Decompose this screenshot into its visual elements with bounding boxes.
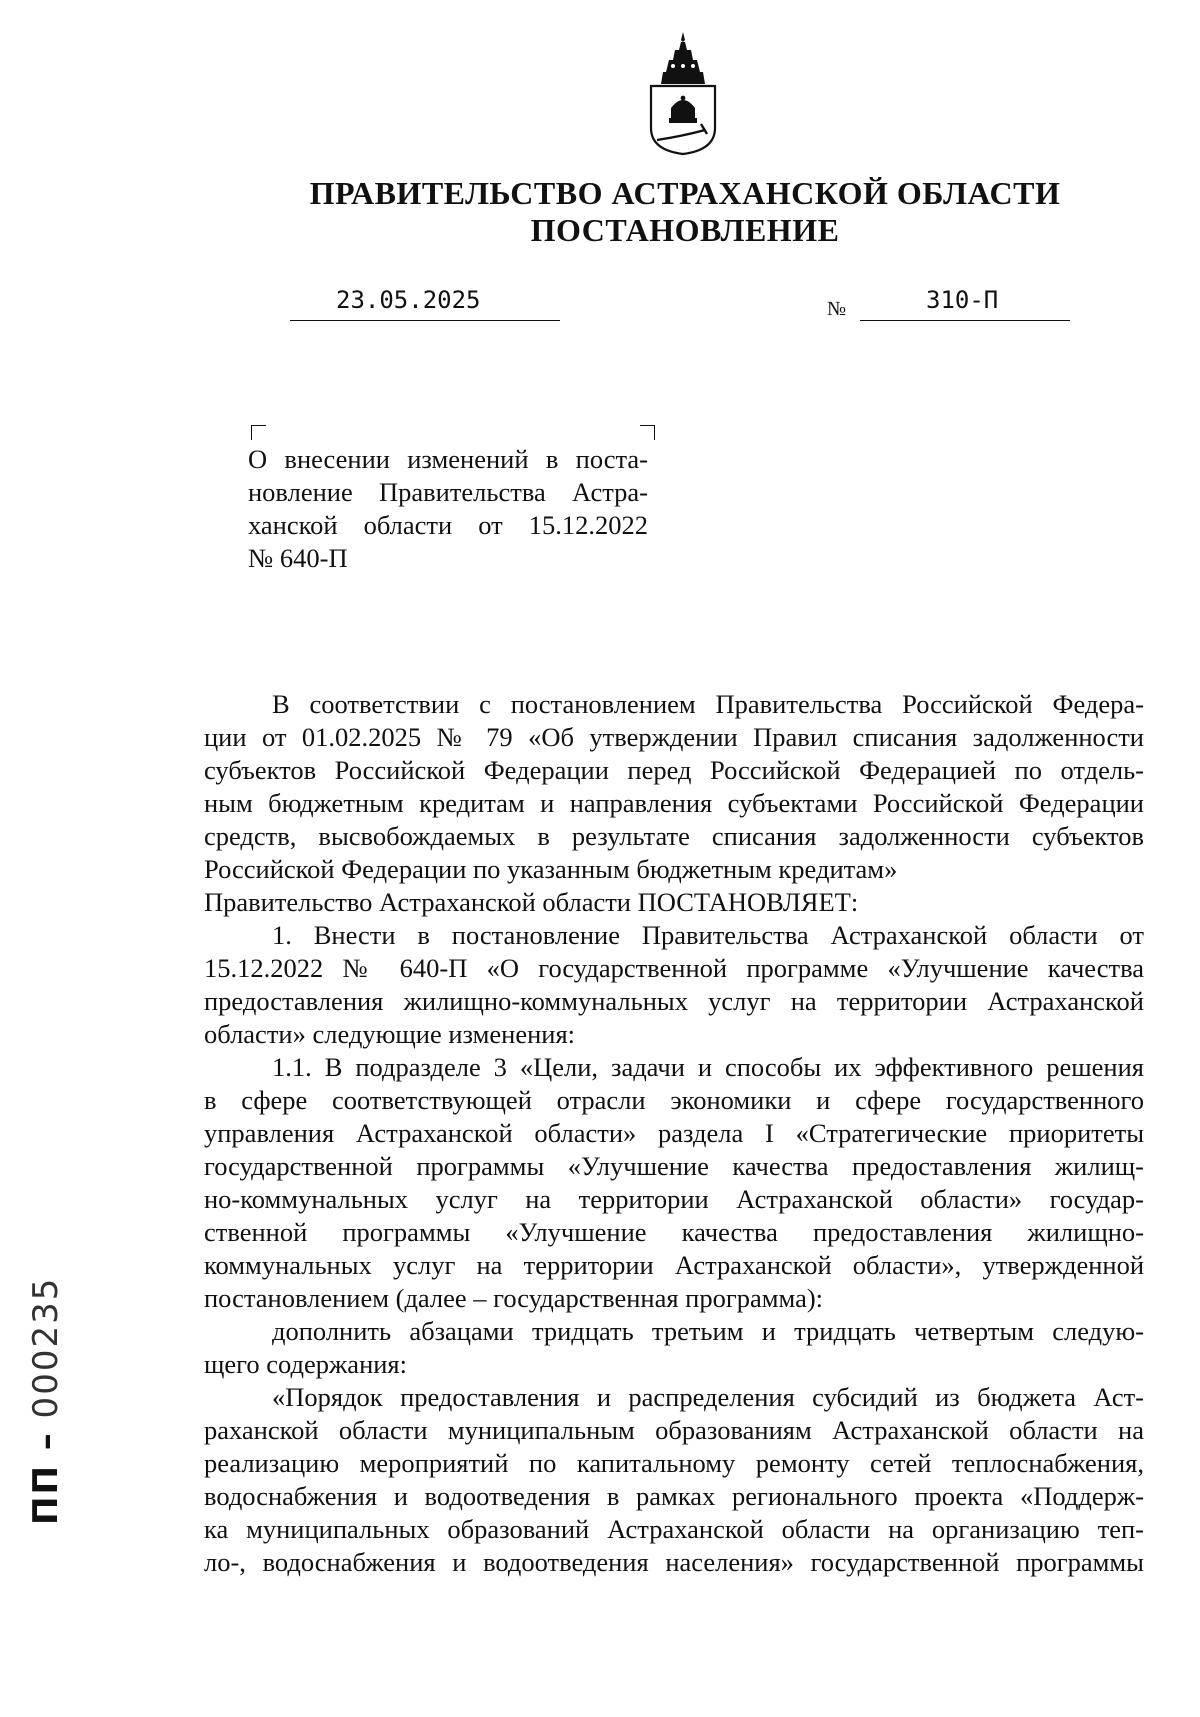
body-line: «Порядок предоставления и распределения субсидий из бюджета Аст- xyxy=(272,1382,1144,1412)
body-line: водоснабжения и водоотведения в рамках регионального проекта «Поддерж- xyxy=(204,1481,1144,1511)
document-subject xyxy=(248,443,648,575)
subject-line: О внесении изменений в поста- xyxy=(248,444,648,474)
body-line: субъектов Российской Федерации перед Российской Федерацией по отдель- xyxy=(204,755,1144,785)
document-number-field xyxy=(860,286,1070,321)
document-date-field xyxy=(290,286,560,321)
registration-code-digits: 000235 xyxy=(26,1276,66,1419)
body-line: раханской области муниципальным образованиям Астраханской области на xyxy=(204,1415,1144,1445)
body-line: в сфере соответствующей отрасли экономики и сфере государственного xyxy=(204,1085,1144,1115)
document-number: 310-П xyxy=(926,286,999,314)
body-line: предоставления жилищно-коммунальных услуг на территории Астраханской xyxy=(204,986,1144,1016)
body-line: В соответствии с постановлением Правительства Российской Федера- xyxy=(272,689,1144,719)
body-line: ции от 01.02.2025 № 79 «Об утверждении Правил списания задолженности xyxy=(204,722,1144,752)
body-line: управления Астраханской области» раздела I «Стратегические приоритеты xyxy=(204,1118,1144,1148)
body-line: ка муниципальных образований Астраханской области на организацию теп- xyxy=(204,1514,1144,1544)
subject-bracket-left xyxy=(251,425,266,440)
body-line: Российской Федерации по указанным бюджетным кредитам» xyxy=(204,854,898,884)
document-type-title: ПОСТАНОВЛЕНИЕ xyxy=(530,212,840,248)
body-line: коммунальных услуг на территории Астраханской области», утвержденной xyxy=(204,1250,1144,1280)
body-line: дополнить абзацами тридцать третьим и тридцать четвертым следую- xyxy=(272,1316,1144,1346)
subject-bracket-right xyxy=(640,425,655,440)
body-line: но-коммунальных услуг на территории Астраханской области» государ- xyxy=(204,1184,1144,1214)
subject-line: № 640-П xyxy=(248,543,348,573)
number-sign: № xyxy=(827,298,847,320)
body-line: государственной программы «Улучшение качества предоставления жилищ- xyxy=(204,1151,1144,1181)
body-line: ло-, водоснабжения и водоотведения населения» государственной программы xyxy=(204,1547,1144,1577)
body-line: средств, высвобождаемых в результате списания задолженности субъектов xyxy=(204,821,1144,851)
document-body xyxy=(204,688,1144,1579)
subject-line: новление Правительства Астра- xyxy=(248,477,648,507)
body-line: 15.12.2022 № 640-П «О государственной программе «Улучшение качества xyxy=(204,953,1144,983)
body-line: постановлением (далее – государственная программа): xyxy=(204,1283,824,1313)
registration-code xyxy=(26,1277,66,1525)
organization-title: ПРАВИТЕЛЬСТВО АСТРАХАНСКОЙ ОБЛАСТИ xyxy=(309,175,1061,211)
body-line: ственной программы «Улучшение качества предоставления жилищно- xyxy=(204,1217,1144,1247)
body-line: реализацию мероприятий по капитальному ремонту сетей теплоснабжения, xyxy=(204,1448,1144,1478)
body-line: 1. Внести в постановление Правительства Астраханской области от xyxy=(272,920,1144,950)
body-line: щего содержания: xyxy=(204,1349,407,1379)
document-date: 23.05.2025 xyxy=(336,286,481,314)
body-line: области» следующие изменения: xyxy=(204,1019,576,1049)
registration-code-prefix: ПП – xyxy=(26,1431,66,1525)
body-line: ным бюджетным кредитам и направления субъектами Российской Федерации xyxy=(204,788,1144,818)
body-line: Правительство Астраханской области ПОСТАНОВЛЯЕТ: xyxy=(204,887,859,917)
body-line: 1.1. В подразделе 3 «Цели, задачи и способы их эффективного решения xyxy=(272,1052,1144,1082)
coat-of-arms-icon xyxy=(643,28,723,158)
subject-line: ханской области от 15.12.2022 xyxy=(248,510,648,540)
